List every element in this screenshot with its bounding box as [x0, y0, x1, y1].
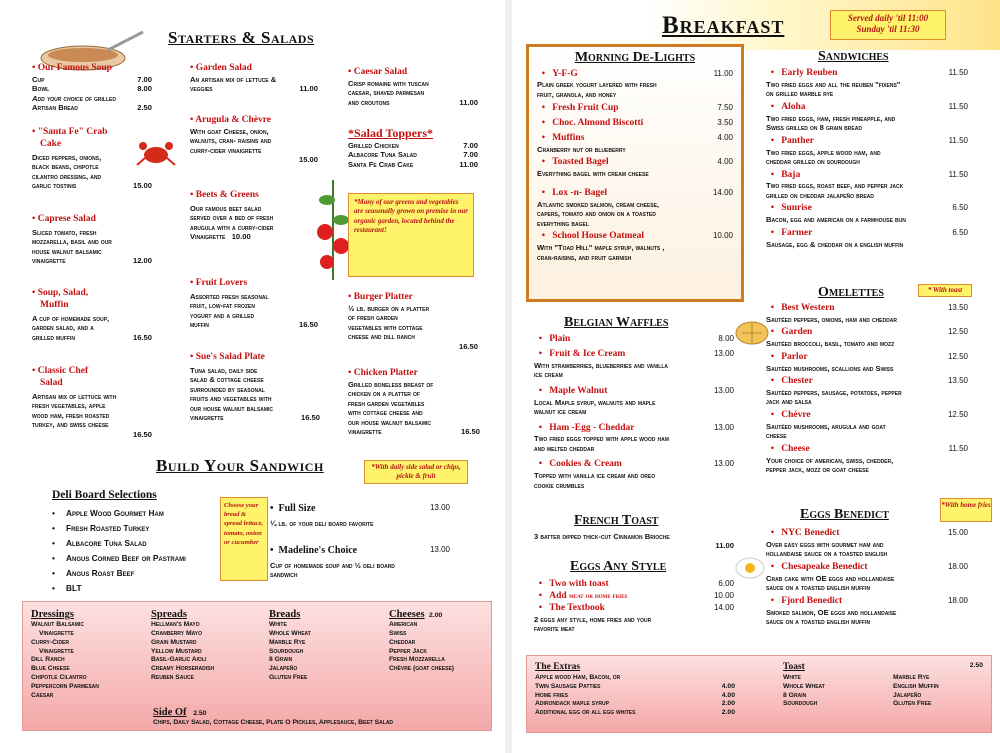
menu-item: • Best Western 13.50 — [766, 303, 968, 313]
sandwich-options-box — [22, 601, 492, 731]
soup-name: • Our Famous Soup — [32, 63, 112, 73]
sues-price: 16.50 — [300, 413, 320, 423]
menu-item: • Cheese 11.50 — [766, 443, 968, 454]
caprese-price: 12.00 — [132, 256, 152, 266]
menu-item: • NYC Benedict 15.00 — [766, 528, 968, 538]
cup-label: Cup — [32, 74, 45, 84]
caesar-price: 11.00 — [459, 97, 478, 107]
garden-salad-item: • Garden Salad An artisan mix of lettuce & veggies 11.00 — [190, 63, 318, 94]
chicken-price: 16.50 — [460, 427, 480, 437]
menu-item: • Garden 12.50 — [766, 327, 968, 338]
topper-row: Grilled Chicken 7.00 — [348, 141, 478, 150]
extras-toast-box — [526, 655, 992, 733]
menu-item: • Sunrise 6.50 — [766, 203, 968, 214]
menu-item: • Fjord Benedict 18.00 — [766, 595, 968, 606]
menu-item: • Plain 8.00 — [534, 334, 734, 344]
deli-item: • Apple Wood Gourmet Ham — [52, 508, 164, 519]
toast-title: Toast — [783, 662, 805, 672]
garden-price: 11.00 — [299, 84, 318, 94]
breads-column: Breads White Whole Wheat Marble Rye Sourdough 8 Grain Jalapeño Gluten Free — [269, 609, 311, 682]
menu-item: • Panther 11.50 — [766, 135, 968, 146]
beets-greens-item: • Beets & Greens Our famous beet salad served over a bed of fresh arugula with a curry-cider Vinaigrette 10.00 — [190, 190, 274, 242]
menu-item: • Y-F-G 11.00 — [537, 68, 733, 79]
fried-egg-icon — [734, 556, 766, 580]
deli-item: • BLT — [52, 583, 82, 594]
menu-item: • Two with toast 6.00 — [534, 579, 734, 589]
menu-item: • The Textbook 14.00 — [534, 602, 734, 613]
full-size-price: 13.00 — [429, 503, 450, 512]
deli-item: • Angus Corned Beef or Pastrami — [52, 553, 186, 564]
eggs-any-style-title: Eggs Any Style — [570, 559, 667, 574]
choose-bread-note: Choose your bread & spread lettuce, tomato, onion or cucumber — [220, 497, 268, 581]
eggs-benedict-title: Eggs Benedict — [800, 507, 889, 522]
sues-salad-plate-item: • Sue's Salad Plate Tuna salad, daily side salad & cottage cheese surrounded by seasonal fruits and vegetables with our house walnut balsamic vinaigrette 16.50 — [190, 352, 320, 423]
side-of-section: Side Of 2.50 Chips, Daily Salad, Cottage Cheese, Plate O Pickles, Applesauce, Beet Salad — [153, 707, 394, 727]
toast-price: 2.50 — [969, 662, 983, 669]
menu-item: • Parlor 12.50 — [766, 351, 968, 362]
menu-item: • Chévre 12.50 — [766, 409, 968, 420]
menu-item: • Chesapeake Benedict 18.00 — [766, 561, 968, 572]
menu-item: • Add meat or home fries 10.00 — [534, 590, 734, 601]
beets-price: 10.00 — [231, 232, 251, 242]
right-menu-page — [512, 0, 1000, 753]
menu-item: • Chester 13.50 — [766, 376, 968, 387]
toppers-title: *Salad Toppers* — [348, 126, 434, 140]
side-price: 2.50 — [193, 710, 207, 717]
cheeses-column: Cheeses 2.00 American Swiss Cheddar Pepper Jack Fresh Mozzarella Chèvre (goat cheese) — [389, 609, 455, 673]
deli-item: • Fresh Roasted Turkey — [52, 523, 150, 534]
menu-item: • Baja 11.50 — [766, 169, 968, 180]
served-hours-note: Served daily 'til 11:00 Sunday 'til 11:30 — [830, 10, 946, 40]
menu-item: • Muffins 4.00 — [537, 133, 733, 144]
toast-section: Toast 2.50 White Whole Wheat 8 Grain Sourdough Marble Rye English Muffin Jalapeño Gluten Free — [783, 662, 983, 708]
menu-item: • Lox -n- Bagel 14.00 — [537, 187, 733, 198]
classic-chef-salad-item: • Classic Chef Salad Artisan mix of lettuce with fresh vegetables, apple wood ham, fresh roasted turkey, and swiss cheese 16.50 — [32, 366, 152, 439]
fruit-price: 16.50 — [298, 320, 318, 330]
bowl-label: Bowl — [32, 84, 50, 94]
chicken-platter-item: • Chicken Platter Grilled boneless breast of chicken on a platter of fresh garden vegetables with cottage cheese and our house walnut balsamic vinaigrette 16.50 — [348, 368, 480, 437]
caesar-salad-item: • Caesar Salad Crisp romaine with tuscan caesar, shaved parmesan and croutons 11.00 — [348, 67, 478, 107]
salad-toppers — [348, 126, 478, 169]
arugula-chevre-item: • Arugula & Chèvre With goat Cheese, onion, walnuts, cran- raisins and curry-cider vinaigrette 15.00 — [190, 115, 318, 165]
menu-item: • Ham -Egg - Cheddar 13.00 — [534, 422, 734, 433]
santafe-price: 15.00 — [132, 181, 152, 191]
menu-item: • Choc. Almond Biscotti 3.50 — [537, 118, 733, 129]
menu-item: • Maple Walnut 13.00 — [534, 385, 734, 396]
deli-title: Deli Board Selections — [52, 489, 157, 501]
bowl-price: 8.00 — [137, 84, 152, 94]
morning-delights-box: Morning De-Lights • Y-F-G 11.00 Plain greek yogurt layered with fresh fruit, granola, and honey • Fresh Fruit Cup 7.50 • Choc. Almond Biscotti 3.50 • Muffins 4.00 Cranberry nut or blueberry • Toasted Bagel 4.00 Everything bagel with cream cheese • Lox -n- Bagel 14.00 Atlantic smoked salmon, cream cheese, capers, tomato and onion on a toasted everything bagel • School House Oatmeal 10.00 With "Toad Hill" maple syrup, walnuts , cran-raisins, and fruit garnish — [526, 44, 744, 302]
page-gutter — [505, 0, 512, 753]
full-size-item: • Full Size 13.00 ¼ lb. of your deli board favorite — [270, 503, 450, 528]
spreads-column: Spreads Hellman's Mayo Cranberry Mayo Grain Mustard Yellow Mustard Basil-Garlic Aioli Creamy Horseradish Reuben Sauce — [151, 609, 215, 682]
menu-item: • Aloha 11.50 — [766, 101, 968, 112]
sandwiches-title: Sandwiches — [818, 49, 889, 64]
tomato-plant-icon — [315, 180, 351, 280]
with-toast-note: * With toast — [918, 284, 972, 297]
cheese-price: 2.00 — [429, 612, 443, 619]
build-sandwich-title: Build Your Sandwich — [156, 456, 324, 475]
topper-row: Santa Fe Crab Cake 11.00 — [348, 159, 478, 169]
waffles-list: • Plain 8.00 • Fruit & Ice Cream 13.00 With strawberries, blueberries and vanilla ice cream • Maple Walnut 13.00 Local Maple syrup, walnuts and maple walnut ice cream • Ham -Egg - Cheddar 13.00 Two fried eggs topped with apple wood ham and melted cheddar • Cookies & Cream 13.00 Topped with vanilla ice cream and oreo cookie crumbles — [534, 334, 734, 490]
ssm-price: 16.50 — [132, 332, 152, 342]
menu-item: • Cookies & Cream 13.00 — [534, 459, 734, 470]
topper-row: Albacore Tuna Salad 7.00 — [348, 150, 478, 160]
burger-platter-item: • Burger Platter ½ lb. burger on a platter of fresh garden vegetables with cottage cheese and dill ranch 16.50 — [348, 292, 478, 351]
french-toast-price: 11.00 — [715, 541, 734, 551]
with-home-fries-note: *With home fries — [940, 498, 992, 522]
breakfast-title: Breakfast — [662, 12, 785, 39]
deli-item: • Albacore Tuna Salad — [52, 538, 147, 549]
madelines-choice-item: • Madeline's Choice 13.00 Cup of homemade soup and ½ deli board sandwich — [270, 545, 450, 579]
santafe-crab-cake-item: • "Santa Fe" Crab Cake Diced peppers, onions, black beans, chipotle cilantro dressing, and garlic tostinis 15.00 — [32, 127, 152, 191]
omelettes-title: Omelettes — [818, 285, 884, 300]
soup-salad-muffin-item: • Soup, Salad, Muffin A cup of homemade soup, garden salad, and a grilled muffin 16.50 — [32, 288, 152, 342]
arugula-price: 15.00 — [298, 155, 318, 165]
soup-item: • Our Famous Soup Cup 7.00 Bowl 8.00 Add your choice of grilled Artisan Bread 2.50 — [32, 63, 152, 113]
benedict-list: • NYC Benedict 15.00 Over easy eggs with gourmet ham and hollandaise sauce on a toasted english • Chesapeake Benedict 18.00 Crab cake with OE eggs and hollandaise sauce on a toasted english muffin • Fjord Benedict 18.00 Smoked salmon, OE eggs and hollandaise sauce on a toasted english muffin — [766, 528, 968, 627]
add-bread-note: Add your choice of — [32, 93, 92, 103]
morning-title: Morning De-Lights — [574, 50, 696, 65]
extras-section: The Extras Apple wood Ham, Bacon, or Twin Sausage Patties 4.00 Home fries 4.00 Adirondack maple syrup 2.00 Additional egg or all egg whites 2.00 — [535, 662, 735, 717]
french-toast-item: 3 batter dipped thick-cut Cinnamon Brioche 11.00 — [534, 532, 734, 551]
crab-icon — [135, 138, 177, 168]
menu-item: • Farmer 6.50 — [766, 227, 968, 238]
add-bread-price: 2.50 — [137, 103, 152, 113]
waffle-icon — [734, 318, 770, 346]
dressings-column: Dressings Walnut Balsamic Vinaigrette Curry-Cider Vinaigrette Dill Ranch Blue Cheese Chipotle Cilantro Peppercorn Parmesan Caesar — [31, 609, 99, 699]
eggs-list: • Two with toast 6.00 • Add meat or home fries 10.00 • The Textbook 14.00 2 eggs any style, home fries and your favorite meat — [534, 579, 734, 634]
waffles-title: Belgian Waffles — [564, 315, 669, 330]
menu-item: • Early Reuben 11.50 — [766, 68, 968, 78]
side-salad-note: *With daily side salad or chips, pickle & fruit — [364, 460, 468, 484]
caprese-item: • Caprese Salad Sliced tomato, fresh mozzarella, basil and our house walnut balsamic vinaigrette 12.00 — [32, 214, 152, 266]
chef-price: 16.50 — [132, 429, 152, 439]
starters-title: Starters & Salads — [168, 28, 315, 47]
menu-item: • Toasted Bagel 4.00 — [537, 157, 733, 168]
organic-garden-note: *Many of our greens and vegetables are seasonally grown on premise in our organic garden, located behind the restaurant! — [348, 193, 474, 277]
breakfast-sandwiches-list: • Early Reuben 11.50 Two fried eggs and all the reuben "fixens" on grilled marble rye • Aloha 11.50 Two fried eggs, ham, fresh pineapple, and Swiss grilled on 8 grain bread • Panther 11.50 Two fried eggs, apple wood ham, and cheddar grilled on sourdough • Baja 11.50 Two fried eggs, roast beef, and pepper jack grilled on cheddar jalapeño bread • Sunrise 6.50 Bacon, egg and american on a farmhouse bun • Farmer 6.50 Sausage, egg & cheddar on a english muffin — [766, 68, 968, 249]
menu-item: • Fruit & Ice Cream 13.00 — [534, 348, 734, 359]
deli-board-selections — [52, 488, 222, 596]
fruit-lovers-item: • Fruit Lovers Assorted fresh seasonal fruit, low-fat frozen yogurt and a grilled muffin 16.50 — [190, 278, 318, 330]
deli-item: • Angus Roast Beef — [52, 568, 135, 579]
cup-price: 7.00 — [137, 74, 152, 84]
menu-item: • School House Oatmeal 10.00 — [537, 231, 733, 242]
extras-title: The Extras — [535, 662, 581, 672]
menu-item: • Fresh Fruit Cup 7.50 — [537, 103, 733, 114]
french-toast-title: French Toast — [574, 513, 659, 528]
madeline-price: 13.00 — [429, 545, 450, 554]
burger-price: 16.50 — [458, 341, 478, 351]
omelettes-list: • Best Western 13.50 Sautéed peppers, onions, ham and cheddar • Garden 12.50 Sautéed broccoli, basil, tomato and mozz • Parlor 12.50 Sautéed mushrooms, scallions and Swiss • Chester 13.50 Sautéed peppers, sausage, potatoes, pepper jack and salsa • Chévre 12.50 Sautéed mushrooms, arugula and goat cheese • Cheese 11.50 Your choice of american, swiss, chedder, pepper jack, mozz or goat cheese — [766, 303, 968, 475]
